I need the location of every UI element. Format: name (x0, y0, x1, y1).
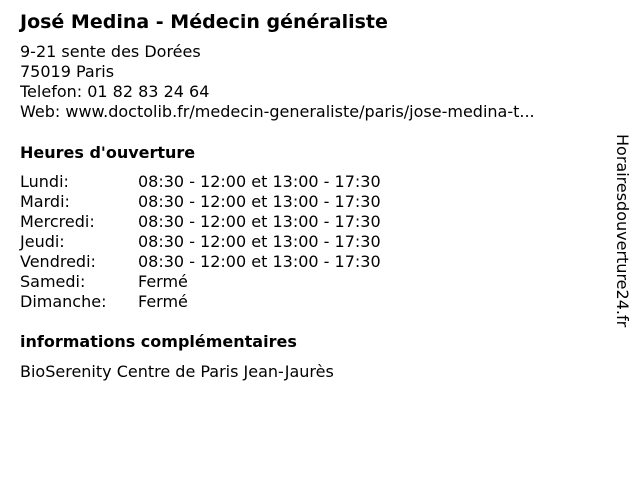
street-address: 9-21 sente des Dorées (20, 42, 201, 61)
day-label: Mercredi: (20, 212, 95, 231)
day-label: Dimanche: (20, 292, 107, 311)
additional-info-heading: informations complémentaires (20, 332, 297, 351)
day-label: Mardi: (20, 192, 70, 211)
brand-text: Horairesdouverture24.fr (613, 134, 632, 328)
day-label: Jeudi: (20, 232, 65, 251)
day-hours: Fermé (138, 292, 188, 311)
hours-row-tuesday (20, 192, 381, 212)
website-line: Web: www.doctolib.fr/medecin-generaliste/paris/jose-medina-t... (20, 102, 535, 121)
hours-row-saturday (20, 272, 381, 292)
day-hours: 08:30 - 12:00 et 13:00 - 17:30 (138, 192, 381, 211)
hours-row-monday (20, 172, 381, 192)
day-label: Vendredi: (20, 252, 96, 271)
page-title: José Medina - Médecin généraliste (20, 11, 388, 33)
brand-watermark (612, 134, 632, 364)
day-hours: 08:30 - 12:00 et 13:00 - 17:30 (138, 252, 381, 271)
city-postcode: 75019 Paris (20, 62, 115, 81)
day-label: Samedi: (20, 272, 86, 291)
day-label: Lundi: (20, 172, 69, 191)
day-hours: Fermé (138, 272, 188, 291)
phone-number: Telefon: 01 82 83 24 64 (20, 82, 210, 101)
hours-row-sunday (20, 292, 381, 312)
day-hours: 08:30 - 12:00 et 13:00 - 17:30 (138, 172, 381, 191)
day-hours: 08:30 - 12:00 et 13:00 - 17:30 (138, 232, 381, 251)
opening-hours-table (20, 172, 381, 312)
hours-row-wednesday (20, 212, 381, 232)
day-hours: 08:30 - 12:00 et 13:00 - 17:30 (138, 212, 381, 231)
additional-info-text: BioSerenity Centre de Paris Jean-Jaurès (20, 362, 334, 381)
opening-hours-heading: Heures d'ouverture (20, 143, 196, 162)
address-block (20, 42, 600, 122)
listing-card (20, 10, 600, 382)
hours-row-friday (20, 252, 381, 272)
hours-row-thursday (20, 232, 381, 252)
